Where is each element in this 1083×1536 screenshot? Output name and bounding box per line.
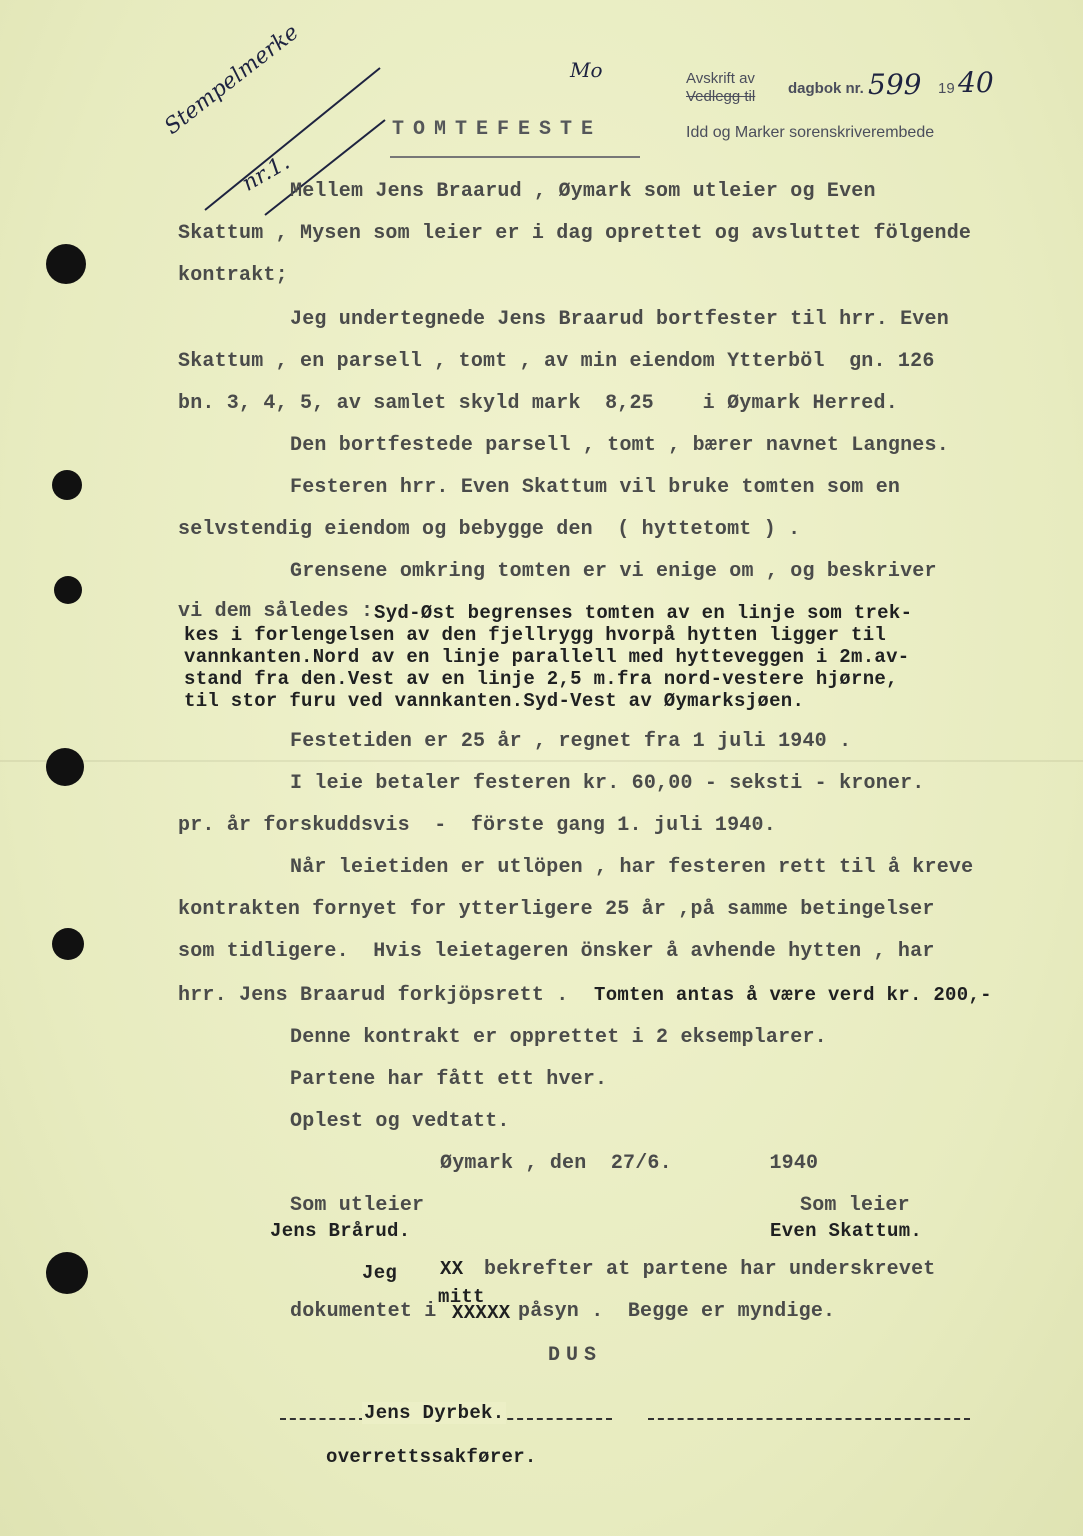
stamp-avskrift: Avskrift av [686,70,755,87]
body-line: Grensene omkring tomten er vi enige om , og beskriver [290,560,937,583]
lessee-role: Som leier [800,1194,910,1217]
stamp-vedlegg-struck: Vedlegg til [686,88,756,105]
body-line: Skattum , Mysen som leier er i dag oprettet og avsluttet fölgende [178,222,972,245]
attest-jeg: Jeg [362,1262,398,1284]
valuation-line: Tomten antas å være verd kr. 200,- [594,984,992,1006]
boundary-line: Syd-Øst begrenses tomten av en linje som trek- [374,602,913,624]
signature-line-right [648,1418,970,1420]
body-line: Skattum , en parsell , tomt , av min eiendom Ytterböl gn. 126 [178,350,935,373]
body-line: Denne kontrakt er opprettet i 2 eksemplarer. [290,1026,827,1049]
stamp-office: Idd og Marker sorenskriverembede [686,124,935,141]
hand-mark: Mo [570,58,603,82]
margin-note-number: nr.1. [238,149,295,197]
attest-line1: bekrefter at partene har underskrevet [484,1258,936,1281]
attest-struck: XX [440,1258,464,1280]
body-line: bn. 3, 4, 5, av samlet skyld mark 8,25 i Øymark Herred. [178,392,898,415]
body-line: Når leietiden er utlöpen , har festeren rett til å kreve [290,856,974,879]
margin-note-stempelmerke: Stempelmerke [160,19,304,140]
boundary-line: stand fra den.Vest av en linje 2,5 m.fra nord-vestere hjørne, [184,668,898,690]
body-line: Partene har fått ett hver. [290,1068,608,1091]
body-line: vi dem således : [178,600,374,623]
body-line: Den bortfestede parsell , tomt , bærer navnet Langnes. [290,434,949,457]
body-line: I leie betaler festeren kr. 60,00 - seksti - kroner. [290,772,925,795]
body-line: Mellem Jens Braarud , Øymark som utleier og Even [290,180,876,203]
signer-title: overrettssakfører. [326,1446,537,1468]
body-line: Festetiden er 25 år , regnet fra 1 juli 1940 . [290,730,852,753]
dagbok-number: 599 [868,68,922,101]
body-line: Festeren hrr. Even Skattum vil bruke tomten som en [290,476,901,499]
body-line: selvstendig eiendom og bebygge den ( hyttetomt ) . [178,518,801,541]
punch-hole [52,470,82,500]
attest-line2-start: dokumentet i [290,1300,437,1323]
punch-hole [46,244,86,284]
body-line: hrr. Jens Braarud forkjöpsrett . [178,984,569,1007]
body-line: som tidligere. Hvis leietageren önsker å avhende hytten , har [178,940,935,963]
stamp-year-prefix: 19 [938,80,955,97]
lessee-name: Even Skattum. [770,1220,923,1242]
attest-line2: påsyn . Begge er myndige. [518,1300,836,1323]
punch-hole [46,1252,88,1294]
body-line: kontrakt; [178,264,288,287]
attest-initials: DUS [548,1344,603,1367]
stamp-dagbok-label: dagbok nr. [788,80,864,97]
lessor-role: Som utleier [290,1194,425,1217]
body-line: Oplest og vedtatt. [290,1110,510,1133]
body-line: Jeg undertegnede Jens Braarud bortfester til hrr. Even [290,308,949,331]
lessor-name: Jens Brårud. [270,1220,411,1242]
document-title: TOMTEFESTE [392,118,603,141]
attest-mitt: mitt [438,1286,485,1308]
punch-hole [54,576,82,604]
date-line: Øymark , den 27/6. 1940 [440,1152,819,1175]
body-line: pr. år forskuddsvis - förste gang 1. juli 1940. [178,814,776,837]
paper-fold-line [0,760,1083,762]
attest-struck: XXXXX [452,1302,511,1324]
boundary-line: vannkanten.Nord av en linje parallell med hytteveggen i 2m.av- [184,646,910,668]
boundary-line: til stor furu ved vannkanten.Syd-Vest av Øymarksjøen. [184,690,805,712]
title-underline [390,156,640,158]
boundary-line: kes i forlengelsen av den fjellrygg hvorpå hytten ligger til [184,624,887,646]
body-line: kontrakten fornyet for ytterligere 25 år ,på samme betingelser [178,898,935,921]
punch-hole [46,748,84,786]
year-suffix: 40 [958,66,994,99]
punch-hole [52,928,84,960]
signer-name: Jens Dyrbek. [364,1402,505,1424]
